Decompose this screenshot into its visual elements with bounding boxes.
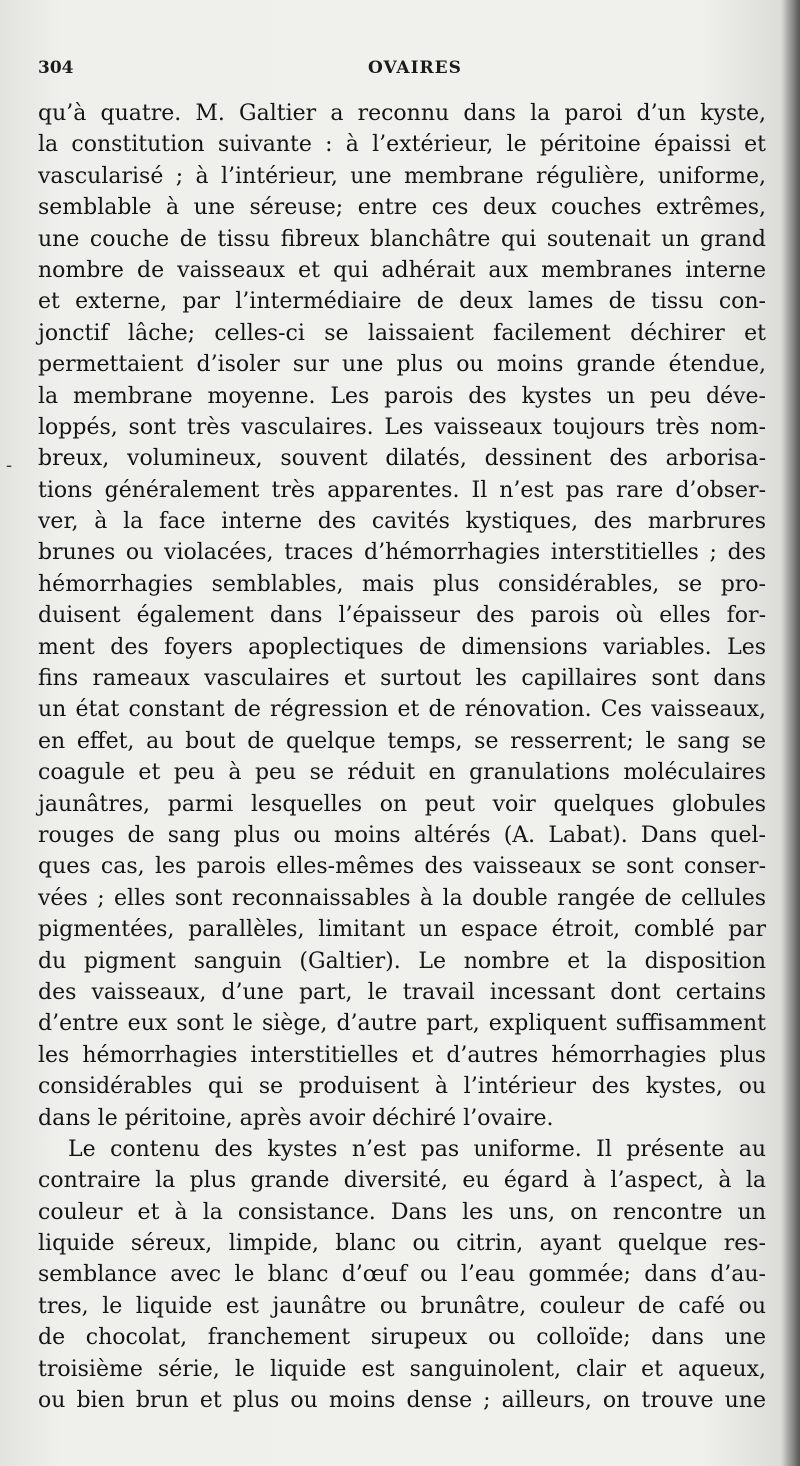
body-text xyxy=(38,98,766,1416)
paragraph xyxy=(38,1134,766,1417)
running-title: OVAIRES xyxy=(368,58,462,78)
text-line: ques cas, les parois elles-mêmes des vaisseaux se sont conser- xyxy=(38,854,766,880)
text-line: contraire la plus grande diversité, eu égard à l’aspect, à la xyxy=(38,1168,766,1194)
page-number: 304 xyxy=(38,58,74,78)
text-line: dans le péritoine, après avoir déchiré l’ovaire. xyxy=(38,1105,554,1131)
margin-mark: - xyxy=(6,455,13,476)
text-line: hémorrhagies semblables, mais plus considérables, se pro- xyxy=(38,571,766,597)
text-line: ver, à la face interne des cavités kystiques, des marbrures xyxy=(38,509,766,535)
text-line: breux, volumineux, souvent dilatés, dessinent des arborisa- xyxy=(38,446,766,472)
text-line: en effet, au bout de quelque temps, se resserrent; le sang se xyxy=(38,728,766,754)
text-line: vascularisé ; à l’intérieur, une membrane régulière, uniforme, xyxy=(38,163,766,189)
text-line: semblance avec le blanc d’œuf ou l’eau gommée; dans d’au- xyxy=(38,1262,766,1288)
text-line: permettaient d’isoler sur une plus ou moins grande étendue, xyxy=(38,352,766,378)
text-line: du pigment sanguin (Galtier). Le nombre et la disposition xyxy=(38,948,766,974)
text-line: coagule et peu à peu se réduit en granulations moléculaires xyxy=(38,760,766,786)
text-line: brunes ou violacées, traces d’hémorrhagies interstitielles ; des xyxy=(38,540,766,566)
paragraph xyxy=(38,98,766,1134)
text-line: Le contenu des kystes n’est pas uniforme. Il présente au xyxy=(68,1136,766,1162)
text-line: de chocolat, franchement sirupeux ou colloïde; dans une xyxy=(38,1325,766,1351)
text-line: qu’à quatre. M. Galtier a reconnu dans la paroi d’un kyste, xyxy=(38,101,766,126)
text-line: fins rameaux vasculaires et surtout les capillaires sont dans xyxy=(38,666,766,692)
text-line: jonctif lâche; celles-ci se laissaient facilement déchirer et xyxy=(38,320,766,346)
text-line: couleur et à la consistance. Dans les uns, on rencontre un xyxy=(38,1199,766,1225)
text-line: vées ; elles sont reconnaissables à la double rangée de cellules xyxy=(38,885,766,911)
text-line: tres, le liquide est jaunâtre ou brunâtre, couleur de café ou xyxy=(38,1293,766,1319)
text-line: rouges de sang plus ou moins altérés (A. Labat). Dans quel- xyxy=(38,822,766,848)
text-line: pigmentées, parallèles, limitant un espace étroit, comblé par xyxy=(38,917,766,943)
text-line: la membrane moyenne. Les parois des kystes un peu déve- xyxy=(38,383,766,409)
text-line: semblable à une séreuse; entre ces deux couches extrêmes, xyxy=(38,195,766,221)
text-line: une couche de tissu fibreux blanchâtre qui soutenait un grand xyxy=(38,226,766,252)
text-line: nombre de vaisseaux et qui adhérait aux membranes interne xyxy=(38,257,766,283)
text-line: loppés, sont très vasculaires. Les vaisseaux toujours très nom- xyxy=(38,414,766,440)
text-line: liquide séreux, limpide, blanc ou citrin, ayant quelque res- xyxy=(38,1231,766,1257)
text-line: tions généralement très apparentes. Il n’est pas rare d’obser- xyxy=(38,477,766,503)
text-line: duisent également dans l’épaisseur des parois où elles for- xyxy=(38,603,766,629)
text-line: un état constant de régression et de rénovation. Ces vaisseaux, xyxy=(38,697,766,723)
text-line: d’entre eux sont le siège, d’autre part, expliquent suffisamment xyxy=(38,1011,766,1037)
text-line: considérables qui se produisent à l’intérieur des kystes, ou xyxy=(38,1074,766,1100)
text-line: ment des foyers apoplectiques de dimensions variables. Les xyxy=(38,634,766,660)
text-line: des vaisseaux, d’une part, le travail incessant dont certains xyxy=(38,979,766,1005)
text-line: ou bien brun et plus ou moins dense ; ailleurs, on trouve une xyxy=(38,1388,766,1414)
text-line: jaunâtres, parmi lesquelles on peut voir quelques globules xyxy=(38,791,766,817)
binding-shadow xyxy=(782,0,800,1466)
page-header xyxy=(38,58,778,88)
text-line: les hémorrhagies interstitielles et d’autres hémorrhagies plus xyxy=(38,1042,766,1068)
text-line: troisième série, le liquide est sanguinolent, clair et aqueux, xyxy=(38,1356,766,1382)
text-line: et externe, par l’intermédiaire de deux lames de tissu con- xyxy=(38,289,766,315)
text-line: la constitution suivante : à l’extérieur, le péritoine épaissi et xyxy=(38,132,766,158)
